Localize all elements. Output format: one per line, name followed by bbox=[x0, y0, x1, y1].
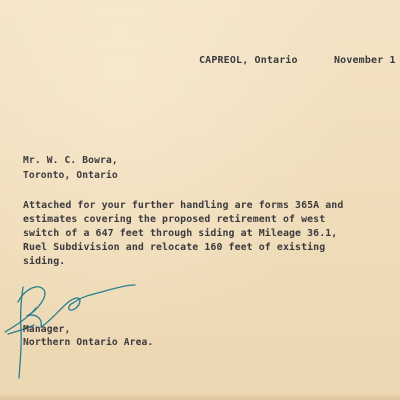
body-line-1: Attached for your further handling are forms 365A and bbox=[23, 200, 344, 211]
body-line-5: siding. bbox=[23, 256, 66, 267]
body-line-2: estimates covering the proposed retirement of west bbox=[23, 214, 326, 225]
body-line-3: switch of a 647 feet through siding at Mileage 36.1, bbox=[23, 228, 338, 239]
letter-date: November 1 bbox=[334, 55, 396, 66]
recipient-city: Toronto, Ontario bbox=[23, 170, 118, 181]
signature-area: Northern Ontario Area. bbox=[23, 337, 154, 348]
body-line-4: Ruel Subdivision and relocate 160 feet of existing bbox=[23, 242, 326, 253]
signature-title: Manager, bbox=[23, 324, 71, 335]
recipient-name: Mr. W. C. Bowra, bbox=[23, 155, 118, 166]
letter-place: CAPREOL, Ontario bbox=[199, 55, 298, 66]
